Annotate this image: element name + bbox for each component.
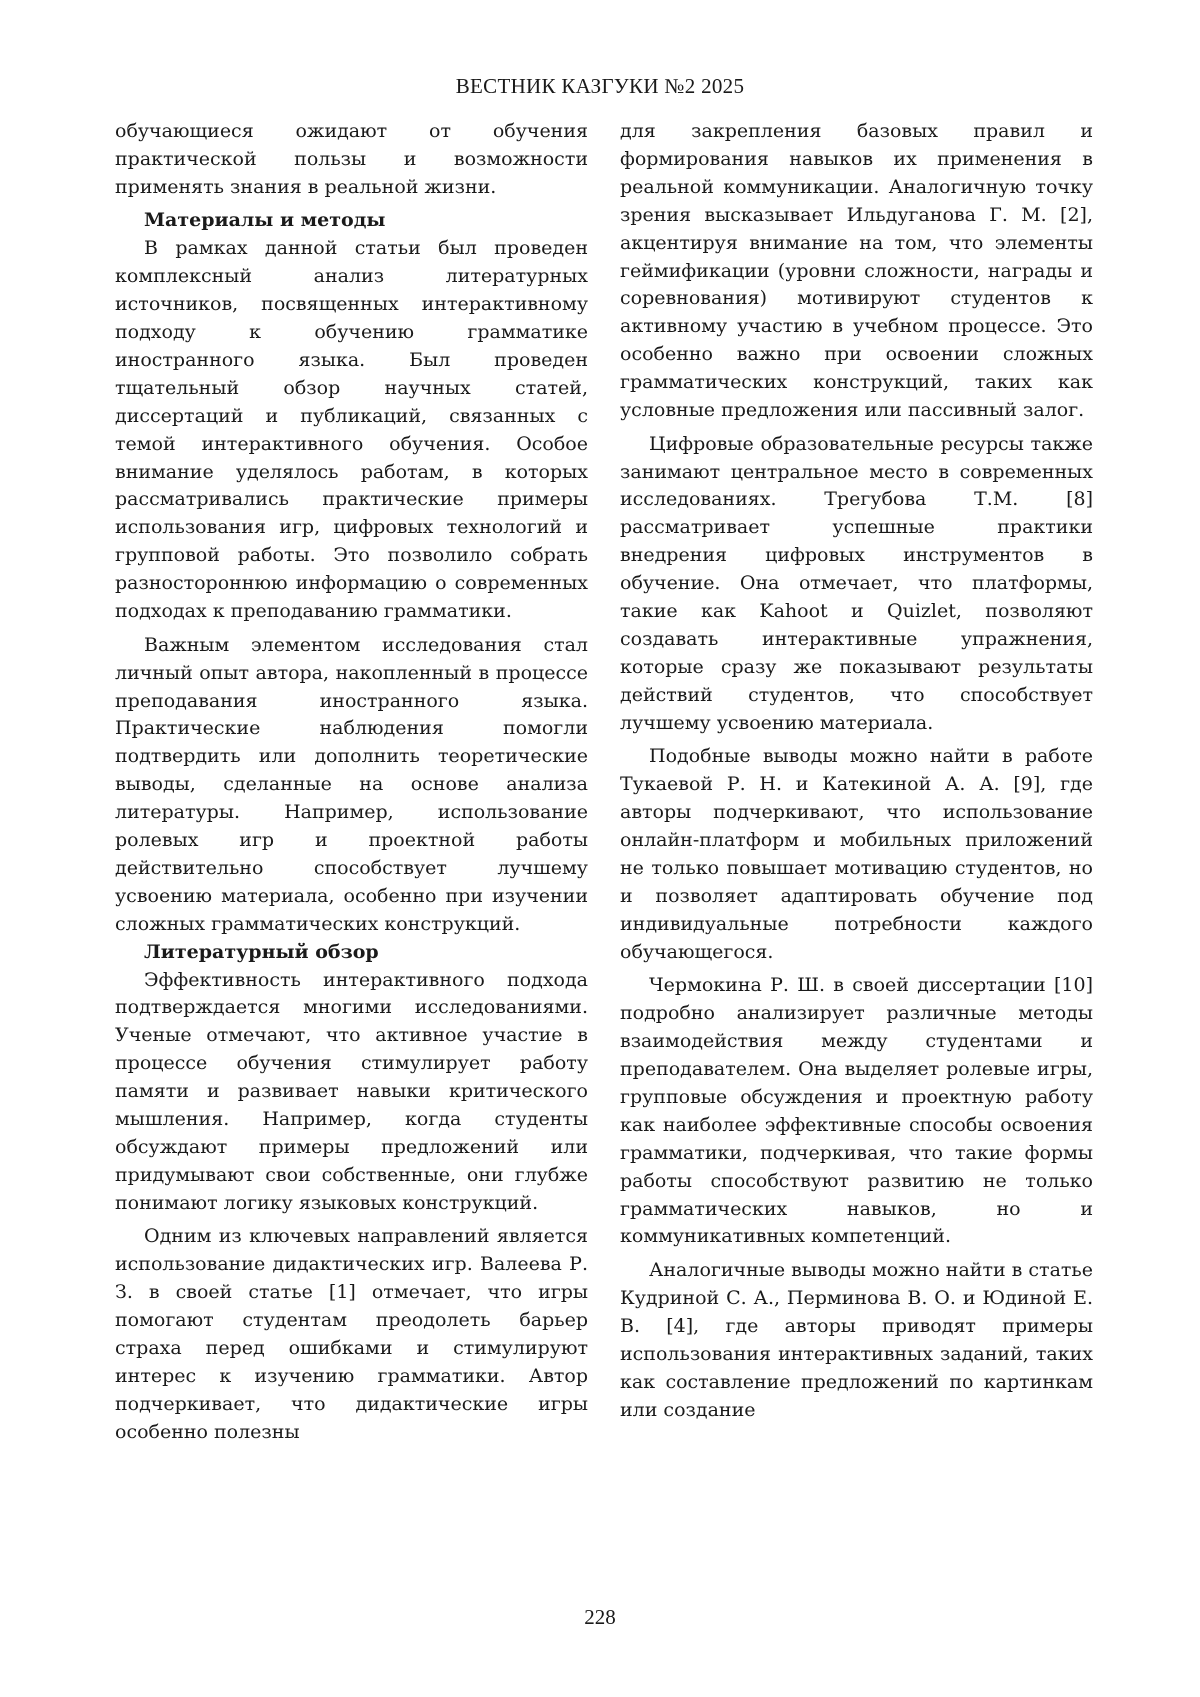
- paragraph-intro-continuation: обучающиеся ожидают от обучения практической пользы и возможности применять знания в реальной жизни.: [115, 120, 588, 198]
- paragraph-methods-experience: Важным элементом исследования стал личный опыт автора, накопленный в процессе преподавания иностранного языка. Практические наблюдения помогли подтвердить или дополнить теоретические выводы, сделанные на основе анализа литературы. Например, использование ролевых игр и проектной работы действительно способствует лучшему усвоению материала, особенно при изучении сложных грамматических конструкций.: [115, 633, 588, 935]
- paragraph-tukaeva-katekina: Подобные выводы можно найти в работе Тукаевой Р. Н. и Катекиной А. А. [9], где авторы подчеркивают, что использование онлайн-платформ и мобильных приложений не только повышает мотивацию студентов, но и позволяет адаптировать обучение под индивидуальные потребности каждого обучающегося.: [620, 745, 1093, 963]
- paragraph-review-effectiveness: Эффективность интерактивного подхода подтверждается многими исследованиями. Ученые отмечают, что активное участие в процессе обучения стимулирует работу памяти и развивает навыки критического мышления. Например, когда студенты обсуждают примеры предложений или придумывают свои собственные, они глубже понимают логику языковых конструкций.: [115, 968, 588, 1214]
- paragraph-kudrina-perminov-yudina: Аналогичные выводы можно найти в статье Кудриной С. А., Перминова В. О. и Юдиной Е. В. [4], где авторы приводят примеры использования интерактивных заданий, таких как составление предложений по картинкам или создание: [620, 1259, 1093, 1421]
- left-column: [115, 118, 588, 1452]
- section-heading-methods: Материалы и методы: [144, 209, 386, 232]
- paragraph-games-continuation: для закрепления базовых правил и формирования навыков их применения в реальной коммуникации. Аналогичную точку зрения высказывает Ильдуганова Г. М. [2], акцентируя внимание на том, что элементы геймификации (уровни сложности, награды и соревнования) мотивируют студентов к активному участию в учебном процессе. Это особенно важно при освоении сложных грамматических конструкций, таких как условные предложения или пассивный залог.: [620, 120, 1093, 422]
- paragraph-chermokina: Чермокина Р. Ш. в своей диссертации [10] подробно анализирует различные методы взаимодействия между студентами и преподавателем. Она выделяет ролевые игры, групповые обсуждения и проектную работу как наиболее эффективные способы освоения грамматики, подчеркивая, что такие формы работы способствуют развитию не только грамматических навыков, но и коммуникативных компетенций.: [620, 974, 1093, 1248]
- right-column: [620, 118, 1093, 1430]
- paragraph-digital-resources: Цифровые образовательные ресурсы также занимают центральное место в современных исследованиях. Трегубова Т.М. [8] рассматривает успешные практики внедрения цифровых инструментов в обучение. Она отмечает, что платформы, такие как Kahoot и Quizlet, позволяют создавать интерактивные упражнения, которые сразу же показывают результаты действий студентов, что способствует лучшему усвоению материала.: [620, 432, 1093, 734]
- section-heading-literature-review: Литературный обзор: [144, 940, 379, 963]
- paragraph-review-didactic-games: Одним из ключевых направлений является использование дидактических игр. Валеева Р. З. в своей статье [1] отмечает, что игры помогают студентам преодолеть барьер страха перед ошибками и стимулируют интерес к изучению грамматики. Автор подчеркивает, что дидактические игры особенно полезны: [115, 1225, 588, 1443]
- page-number: 228: [584, 1605, 616, 1629]
- paragraph-methods-analysis: В рамках данной статьи был проведен комплексный анализ литературных источников, посвященных интерактивному подходу к обучению грамматике иностранного языка. Был проведен тщательный обзор научных статей, диссертаций и публикаций, связанных с темой интерактивного обучения. Особое внимание уделялось работам, в которых рассматривались практические примеры использования игр, цифровых технологий и групповой работы. Это позволило собрать разностороннюю информацию о современных подходах к преподаванию грамматики.: [115, 237, 588, 623]
- journal-header: ВЕСТНИК КАЗГУКИ №2 2025: [455, 74, 745, 98]
